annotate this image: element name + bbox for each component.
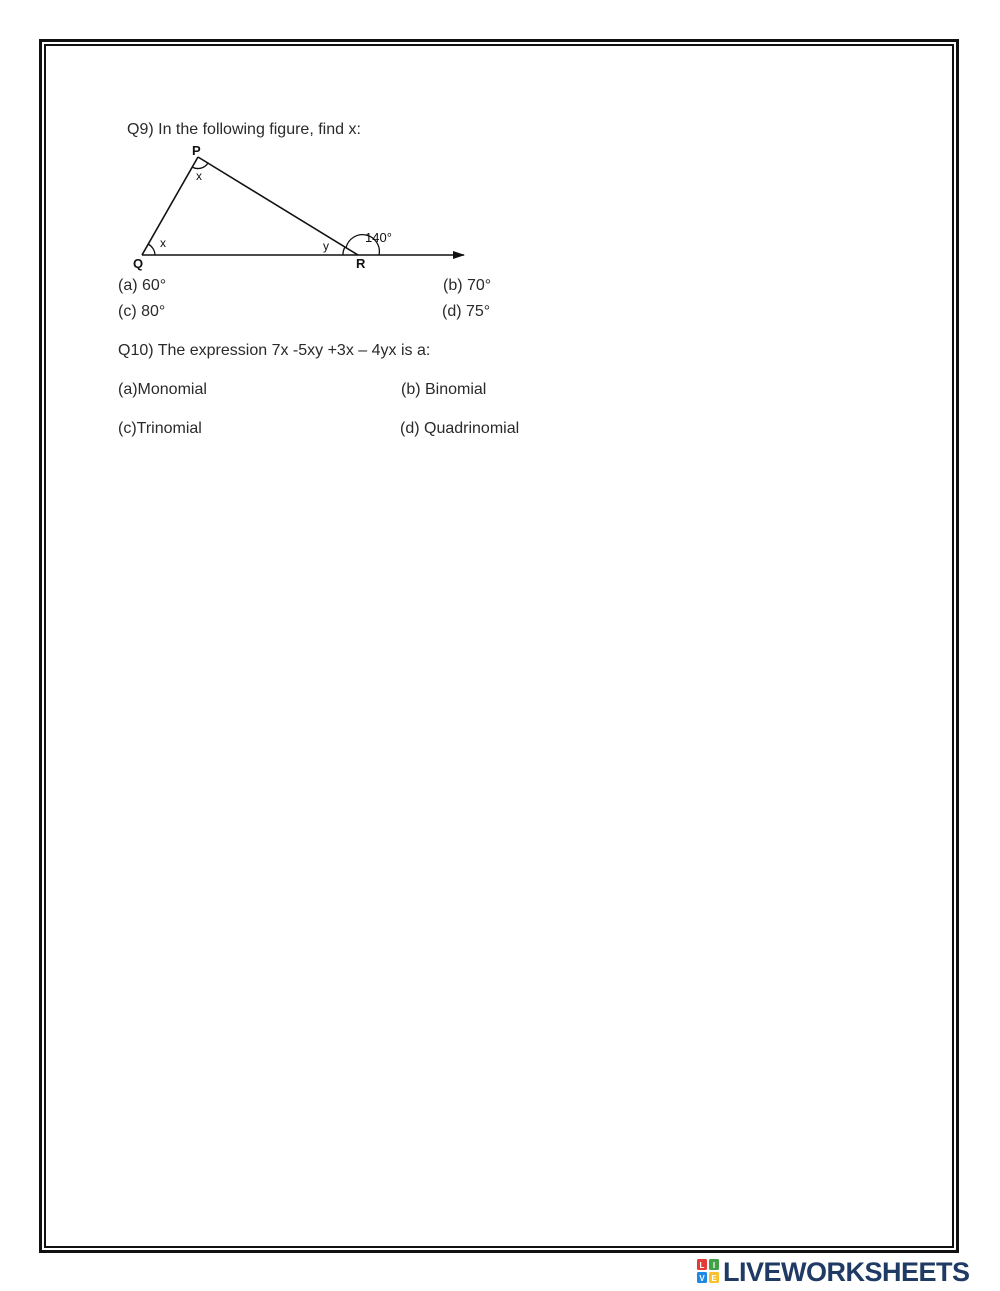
logo-letter-1: L xyxy=(699,1261,705,1270)
angle-label-r-inner: y xyxy=(323,239,329,253)
q9-option-d[interactable]: (d) 75° xyxy=(442,303,491,320)
angle-arc-r-inner xyxy=(343,247,345,255)
q10-option-c[interactable]: (c)Trinomial xyxy=(118,420,202,437)
angle-arc-q xyxy=(148,244,155,255)
logo-letter-2: I xyxy=(712,1261,716,1270)
logo-letter-4: E xyxy=(711,1274,717,1283)
vertex-label-q: Q xyxy=(133,256,144,271)
angle-label-exterior: 140° xyxy=(365,230,392,245)
angle-label-p: x xyxy=(196,169,202,183)
liveworksheets-wordmark: LIVEWORKSHEETS xyxy=(723,1257,970,1287)
question-10-text: Q10) The expression 7x -5xy +3x – 4yx is a: xyxy=(118,342,431,359)
vertex-label-p: P xyxy=(192,143,201,158)
triangle-figure xyxy=(128,143,468,271)
q9-option-c[interactable]: (c) 80° xyxy=(118,303,166,320)
side-pq xyxy=(142,157,198,255)
q10-option-a[interactable]: (a)Monomial xyxy=(118,381,207,398)
angle-label-q: x xyxy=(160,236,166,250)
vertex-label-r: R xyxy=(356,256,366,271)
side-pr xyxy=(198,157,358,255)
q9-option-a[interactable]: (a) 60° xyxy=(118,277,167,294)
liveworksheets-branding xyxy=(697,1257,997,1287)
question-9-text: Q9) In the following figure, find x: xyxy=(127,121,361,138)
liveworksheets-logo-icon xyxy=(697,1259,719,1283)
q9-option-b[interactable]: (b) 70° xyxy=(443,277,492,294)
q10-option-b[interactable]: (b) Binomial xyxy=(401,381,487,398)
q10-option-d[interactable]: (d) Quadrinomial xyxy=(400,420,520,437)
logo-letter-3: V xyxy=(699,1274,705,1283)
